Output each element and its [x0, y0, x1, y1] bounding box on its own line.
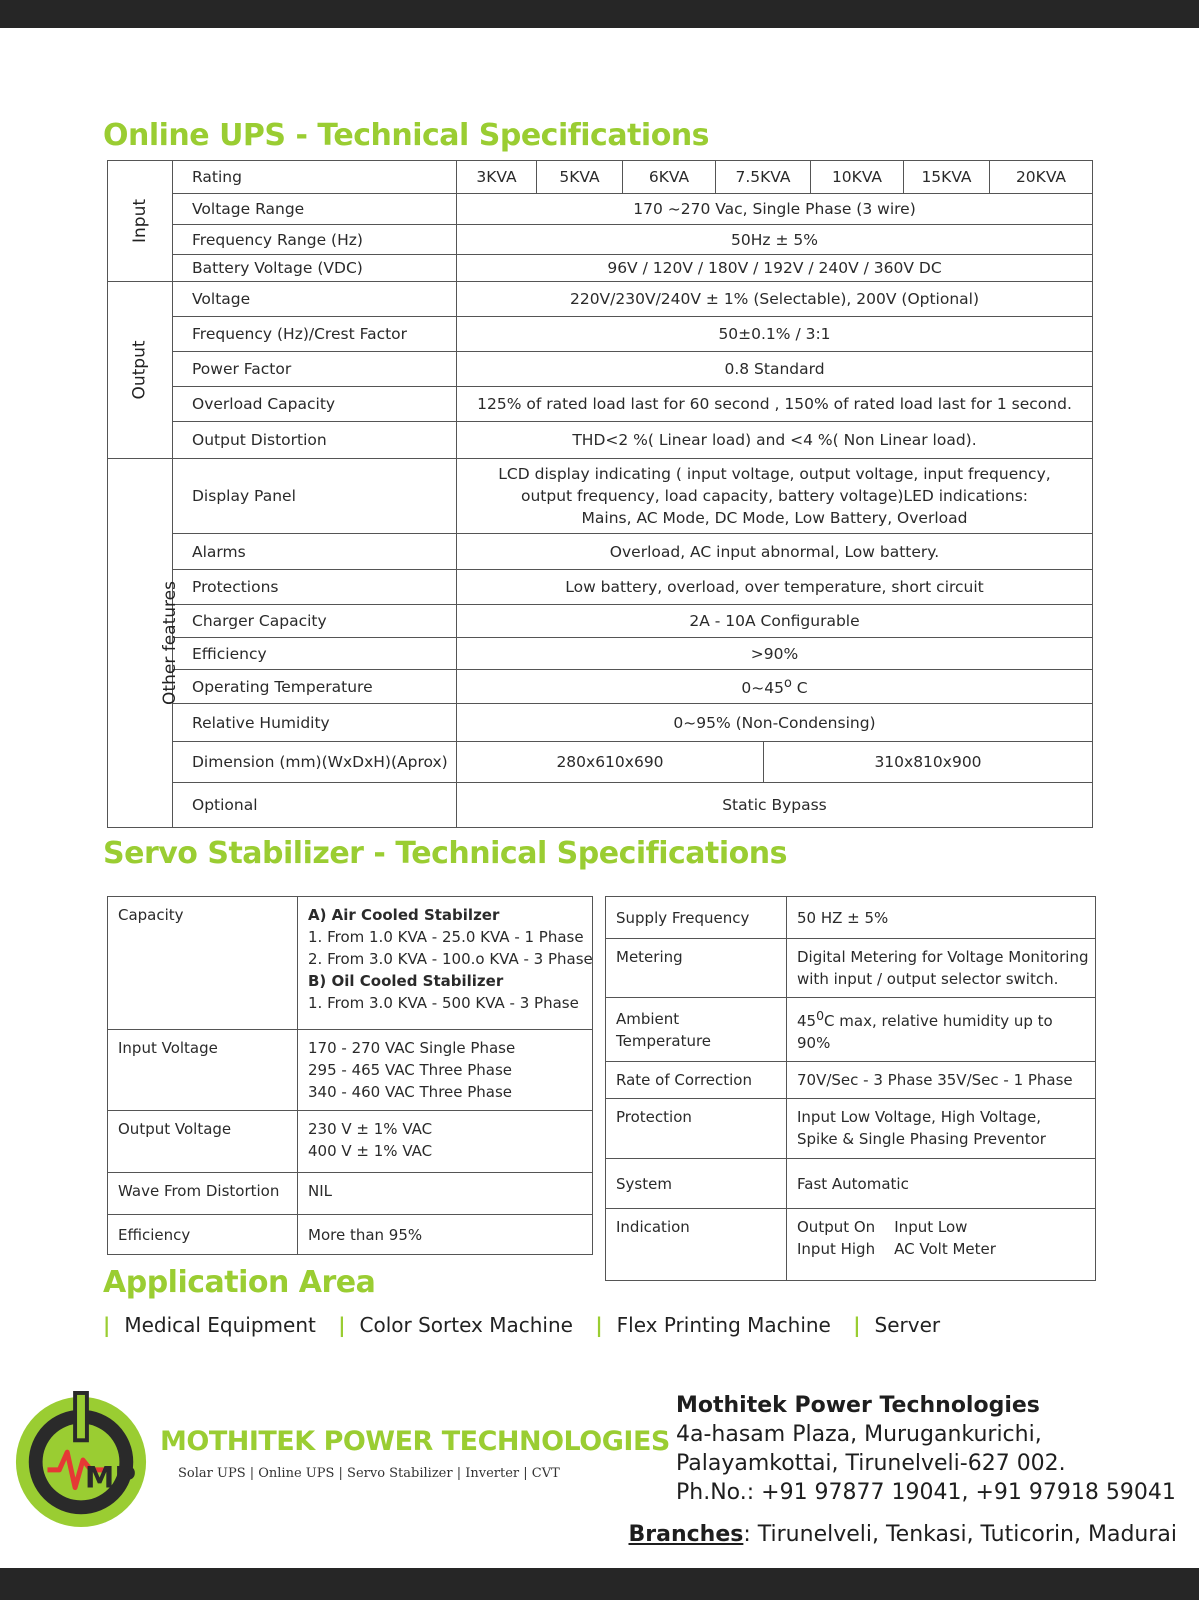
servo-row — [108, 897, 593, 1030]
rating-cell: 20KVA — [990, 161, 1093, 194]
ambient-temperature-value: $45^0C$ max, relative humidity up to 90% — [787, 998, 1096, 1062]
company-address — [676, 1391, 1176, 1507]
rating-cell: 7.5KVA — [716, 161, 811, 194]
rating-cell: 5KVA — [537, 161, 623, 194]
row-value: 170 - 270 VAC Single Phase 295 - 465 VAC Three Phase 340 - 460 VAC Three Phase — [298, 1030, 593, 1111]
row-value: 50 HZ ± 5% — [787, 897, 1096, 939]
row-value: 0~95% (Non-Condensing) — [457, 704, 1093, 742]
rating-cell: 6KVA — [623, 161, 716, 194]
ups-row — [108, 194, 1093, 225]
row-value: 125% of rated load last for 60 second , 150% of rated load last for 1 second. — [457, 387, 1093, 422]
group-other-features: Other features — [108, 459, 173, 828]
company-name: Mothitek Power Technologies — [676, 1393, 1040, 1418]
application-list: | Medical Equipment | Color Sortex Machine | Flex Printing Machine | Server — [103, 1313, 941, 1337]
row-value: Static Bypass — [457, 783, 1093, 828]
row-label: Metering — [606, 939, 787, 998]
servo-row — [606, 1209, 1096, 1281]
row-label: Power Factor — [173, 352, 457, 387]
branches-line: Branches: Tirunelveli, Tenkasi, Tuticorin, Madurai — [628, 1522, 1177, 1547]
servo-row — [108, 1111, 593, 1173]
row-value: 2A - 10A Configurable — [457, 605, 1093, 638]
ups-row — [108, 422, 1093, 459]
row-label: Optional — [173, 783, 457, 828]
row-value: Fast Automatic — [787, 1159, 1096, 1209]
group-output: Output — [108, 282, 173, 459]
application-section-title: Application Area — [103, 1265, 376, 1300]
rating-cell: 15KVA — [904, 161, 990, 194]
ups-row — [108, 783, 1093, 828]
servo-row — [606, 1159, 1096, 1209]
row-label: Input Voltage — [108, 1030, 298, 1111]
application-item: Color Sortex Machine — [359, 1313, 573, 1337]
ups-row — [108, 317, 1093, 352]
row-value: More than 95% — [298, 1215, 593, 1255]
row-value: 0.8 Standard — [457, 352, 1093, 387]
rating-cell: 3KVA — [457, 161, 537, 194]
row-value: >90% — [457, 638, 1093, 670]
servo-spec-table-right — [605, 896, 1096, 1281]
row-value: Input Low Voltage, High Voltage, Spike & Single Phasing Preventor — [787, 1099, 1096, 1159]
servo-row — [606, 1062, 1096, 1099]
row-value: Overload, AC input abnormal, Low battery. — [457, 534, 1093, 570]
group-input: Input — [108, 161, 173, 282]
row-value: Low battery, overload, over temperature, short circuit — [457, 570, 1093, 605]
servo-row — [606, 897, 1096, 939]
ups-row-rating — [108, 161, 1093, 194]
row-value: 70V/Sec - 3 Phase 35V/Sec - 1 Phase — [787, 1062, 1096, 1099]
servo-row — [606, 1099, 1096, 1159]
row-label: Protection — [606, 1099, 787, 1159]
row-label: Charger Capacity — [173, 605, 457, 638]
row-label: Dimension (mm)(WxDxH)(Aprox) — [173, 742, 457, 783]
row-label: Overload Capacity — [173, 387, 457, 422]
company-logo — [12, 1391, 150, 1529]
row-label: Relative Humidity — [173, 704, 457, 742]
servo-row — [606, 998, 1096, 1062]
row-value: 50±0.1% / 3:1 — [457, 317, 1093, 352]
row-value: A) Air Cooled Stabilzer 1. From 1.0 KVA - 25.0 KVA - 1 Phase 2. From 3.0 KVA - 100.o KVA - 3 Phase B) Oil Cooled Stabilizer 1. From 3.0 KVA - 500 KVA - 3 Phase — [298, 897, 593, 1030]
product-list: Solar UPS | Online UPS | Servo Stabilizer | Inverter | CVT — [178, 1466, 560, 1481]
row-value: 50Hz ± 5% — [457, 225, 1093, 255]
row-label: System — [606, 1159, 787, 1209]
ups-row — [108, 282, 1093, 317]
row-label: Efficiency — [108, 1215, 298, 1255]
servo-row — [108, 1030, 593, 1111]
ups-row — [108, 638, 1093, 670]
row-label: Frequency (Hz)/Crest Factor — [173, 317, 457, 352]
row-value: THD<2 %( Linear load) and <4 %( Non Linear load). — [457, 422, 1093, 459]
row-value: 230 V ± 1% VAC 400 V ± 1% VAC — [298, 1111, 593, 1173]
ups-row — [108, 534, 1093, 570]
ups-section-title: Online UPS - Technical Specifications — [103, 118, 710, 153]
top-bar — [0, 0, 1199, 28]
ups-row — [108, 255, 1093, 282]
row-label: Wave From Distortion — [108, 1173, 298, 1215]
ups-row — [108, 459, 1093, 534]
operating-temperature-value: 0~45$^o$ C — [457, 670, 1093, 704]
servo-section-title: Servo Stabilizer - Technical Specifications — [103, 836, 787, 871]
row-label: Output Distortion — [173, 422, 457, 459]
row-label: Capacity — [108, 897, 298, 1030]
row-label: Frequency Range (Hz) — [173, 225, 457, 255]
ups-row — [108, 605, 1093, 638]
row-value: Digital Metering for Voltage Monitoring with input / output selector switch. — [787, 939, 1096, 998]
dimension-value-small: 280x610x690 — [457, 742, 764, 783]
application-item: Server — [874, 1313, 941, 1337]
row-label: Output Voltage — [108, 1111, 298, 1173]
ups-spec-table — [107, 160, 1093, 828]
row-label: Indication — [606, 1209, 787, 1281]
row-label: Alarms — [173, 534, 457, 570]
phone-line: Ph.No.: +91 97877 19041, +91 97918 59041 — [676, 1480, 1176, 1505]
application-item: Medical Equipment — [124, 1313, 316, 1337]
address-line: 4a-hasam Plaza, Murugankurichi, — [676, 1422, 1042, 1447]
servo-row — [606, 939, 1096, 998]
row-label: Ambient Temperature — [606, 998, 787, 1062]
row-label: Efficiency — [173, 638, 457, 670]
row-label: Voltage — [173, 282, 457, 317]
svg-text:MP: MP — [84, 1460, 137, 1495]
row-value: 170 ~270 Vac, Single Phase (3 wire) — [457, 194, 1093, 225]
ups-row — [108, 704, 1093, 742]
row-value: 220V/230V/240V ± 1% (Selectable), 200V (Optional) — [457, 282, 1093, 317]
bottom-bar — [0, 1568, 1199, 1600]
application-item: Flex Printing Machine — [616, 1313, 831, 1337]
row-label: Operating Temperature — [173, 670, 457, 704]
row-value: Output On Input Low Input High AC Volt Meter — [787, 1209, 1096, 1281]
ups-row — [108, 387, 1093, 422]
ups-row — [108, 670, 1093, 704]
row-value: NIL — [298, 1173, 593, 1215]
ups-row — [108, 742, 1093, 783]
row-label: Display Panel — [173, 459, 457, 534]
brand-name: MOTHITEK POWER TECHNOLOGIES — [160, 1426, 670, 1457]
ups-row — [108, 570, 1093, 605]
servo-spec-table-left — [107, 896, 593, 1255]
row-label: Rate of Correction — [606, 1062, 787, 1099]
row-value: 96V / 120V / 180V / 192V / 240V / 360V DC — [457, 255, 1093, 282]
row-label: Rating — [173, 161, 457, 194]
row-label: Supply Frequency — [606, 897, 787, 939]
dimension-value-large: 310x810x900 — [764, 742, 1093, 783]
servo-row — [108, 1173, 593, 1215]
display-panel-value: LCD display indicating ( input voltage, output voltage, input frequency, output frequency, load capacity, battery voltage)LED indications: Mains, AC Mode, DC Mode, Low Battery, Overload — [457, 459, 1093, 534]
ups-row — [108, 225, 1093, 255]
ups-row — [108, 352, 1093, 387]
row-label: Battery Voltage (VDC) — [173, 255, 457, 282]
row-label: Protections — [173, 570, 457, 605]
row-label: Voltage Range — [173, 194, 457, 225]
rating-cell: 10KVA — [811, 161, 904, 194]
address-line: Palayamkottai, Tirunelveli-627 002. — [676, 1451, 1066, 1476]
servo-row — [108, 1215, 593, 1255]
